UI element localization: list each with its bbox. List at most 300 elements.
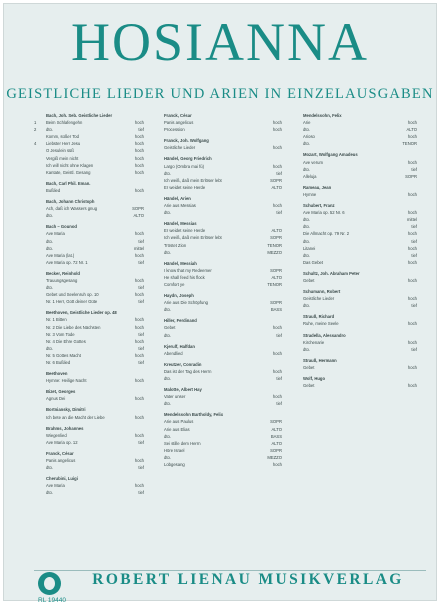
entry-voice: [280, 112, 282, 119]
entry-title: Bach, Johann Christoph: [46, 199, 95, 205]
catalog-composer: [34, 406, 144, 413]
entry-voice: hoch: [272, 203, 282, 209]
entry-voice: ALTO: [271, 228, 282, 234]
catalog-entry: [291, 119, 417, 126]
entry-title: Ich bete an die Macht der Liebe: [46, 414, 105, 420]
catalog-entry: [152, 267, 282, 274]
entry-number: [291, 346, 303, 353]
entry-title: Ave Maria: [46, 483, 65, 489]
entry-number: [291, 375, 303, 382]
entry-voice: hoch: [407, 339, 417, 345]
entry-voice: [415, 288, 417, 295]
entry-voice: hoch: [407, 364, 417, 370]
catalog-entry: [291, 259, 417, 266]
entry-title: dto.: [46, 490, 53, 496]
entry-voice: tief: [138, 465, 144, 471]
entry-title: Arioso: [303, 134, 315, 140]
entry-voice: hoch: [134, 120, 144, 126]
catalog-entry: [291, 339, 417, 346]
entry-title: Cherubini, Luigi: [46, 476, 78, 482]
catalog-entry: [34, 316, 144, 323]
catalog-composer: [34, 450, 144, 457]
entry-number: [152, 220, 164, 227]
catalog-entry: [34, 291, 144, 298]
entry-voice: hoch: [134, 483, 144, 489]
catalog-entry: [291, 245, 417, 252]
entry-voice: tief: [276, 376, 282, 381]
entry-number: [291, 151, 303, 158]
catalog-composer: [152, 361, 282, 368]
entry-voice: tief: [138, 360, 144, 365]
catalog-number: RL 19440: [38, 597, 66, 604]
entry-voice: [142, 370, 144, 377]
catalog-entry: [291, 320, 417, 327]
entry-voice: BASS: [270, 433, 282, 439]
catalog-composer: [34, 198, 144, 205]
entry-voice: [415, 202, 417, 209]
entry-voice: tief: [411, 346, 417, 352]
entry-voice: [280, 155, 282, 162]
catalog-entry: [34, 126, 144, 133]
entry-voice: hoch: [407, 120, 417, 126]
entry-title: Alleluja: [303, 173, 317, 179]
entry-number: [34, 112, 46, 119]
entry-title: Wolf, Hugo: [303, 376, 326, 381]
entry-number: [34, 252, 46, 259]
entry-voice: hoch: [272, 145, 282, 151]
catalog-entry: [152, 274, 282, 281]
entry-title: Händel, Georg Friedrich: [164, 156, 212, 162]
entry-voice: BASS: [270, 307, 282, 313]
catalog-entry: [34, 464, 144, 471]
catalog-composer: [291, 112, 417, 119]
entry-title: Procession: [164, 127, 185, 133]
entry-voice: tief: [138, 127, 144, 133]
entry-title: Nr. 1 Bitten: [46, 317, 67, 323]
entry-voice: [415, 313, 417, 320]
entry-voice: hoch: [272, 163, 282, 169]
entry-voice: hoch: [134, 396, 144, 402]
entry-title: Geistliche Lieder: [303, 296, 335, 302]
catalog-composer: [152, 317, 282, 324]
entry-voice: tief: [411, 238, 417, 244]
entry-number: [152, 202, 164, 209]
catalog-entry: [291, 230, 417, 237]
entry-voice: [280, 317, 282, 324]
entry-title: Das Gebet: [303, 259, 324, 265]
entry-title: Gebet: [164, 325, 176, 331]
entry-title: Abendlied: [164, 350, 183, 356]
catalog-composer: [291, 332, 417, 339]
entry-title: Litanei: [303, 245, 316, 251]
entry-number: [34, 259, 46, 266]
entry-voice: TENOR: [267, 281, 282, 287]
entry-number: [34, 133, 46, 140]
catalog-entry: [152, 433, 282, 440]
entry-number: [34, 324, 46, 331]
entry-title: Händel, Messias: [164, 221, 197, 227]
entry-voice: [142, 309, 144, 316]
entry-number: [152, 418, 164, 425]
entry-number: [291, 216, 303, 223]
entry-voice: tief: [138, 345, 144, 351]
catalog-entry: [34, 432, 144, 439]
entry-title: dto.: [303, 252, 310, 258]
entry-title: Wiegenlied: [46, 432, 67, 438]
catalog-entry: [34, 259, 144, 266]
entry-voice: hoch: [134, 252, 144, 258]
entry-voice: MEZZO: [267, 249, 282, 255]
catalog-entry: [152, 234, 282, 241]
entry-title: Händel, Messiah: [164, 260, 197, 266]
entry-title: Ruhe, meine Seele: [303, 321, 339, 327]
entry-number: [291, 259, 303, 266]
entry-number: [291, 238, 303, 245]
entry-voice: hoch: [407, 191, 417, 197]
entry-number: [152, 393, 164, 400]
catalog-entry: [152, 368, 282, 375]
catalog-composer: [291, 288, 417, 295]
entry-title: Beim Schlafengehn: [46, 120, 83, 126]
entry-title: Die Allmacht op. 79 Nr. 2: [303, 231, 350, 237]
catalog-entry: [34, 482, 144, 489]
entry-number: [152, 195, 164, 202]
entry-title: Arie aus Paulus: [164, 419, 194, 425]
entry-number: [34, 475, 46, 482]
catalog-entry: [291, 364, 417, 371]
entry-voice: [280, 260, 282, 267]
entry-title: Bußlied: [46, 187, 61, 193]
entry-voice: tief: [411, 166, 417, 172]
entry-number: [34, 270, 46, 277]
entry-voice: hoch: [407, 231, 417, 237]
entry-number: [291, 202, 303, 209]
entry-title: dto.: [303, 238, 310, 244]
catalog-entry: [152, 202, 282, 209]
catalog-entry: [291, 277, 417, 284]
catalog-entry: [34, 140, 144, 147]
entry-title: Kantate, Geistl. Gesang: [46, 169, 91, 175]
entry-number: [291, 313, 303, 320]
entry-title: I know that my Redeemer: [164, 267, 212, 273]
entry-number: [34, 414, 46, 421]
catalog-entry: [291, 238, 417, 245]
entry-title: Franck, César: [46, 450, 74, 456]
entry-voice: hoch: [134, 162, 144, 168]
entry-number: [152, 184, 164, 191]
catalog-entry: [291, 166, 417, 173]
entry-number: [152, 386, 164, 393]
entry-title: Ich will nicht ohne Klagen: [46, 162, 94, 168]
entry-title: dto.: [46, 285, 53, 291]
entry-voice: [415, 375, 417, 382]
catalog-entry: [34, 414, 144, 421]
catalog-entry: [34, 395, 144, 402]
entry-number: [152, 137, 164, 144]
entry-number: [291, 270, 303, 277]
entry-title: Haydn, Joseph: [164, 293, 194, 299]
catalog-entry: [152, 426, 282, 433]
entry-number: [34, 425, 46, 432]
entry-number: [291, 339, 303, 346]
entry-voice: ALTO: [271, 426, 282, 432]
entry-title: dto.: [164, 376, 171, 381]
entry-voice: hoch: [407, 259, 417, 265]
entry-number: [152, 155, 164, 162]
entry-number: [34, 198, 46, 205]
catalog-composer: [152, 195, 282, 202]
catalog-entry: [34, 439, 144, 446]
entry-title: Geistliche Lieder: [164, 145, 196, 151]
entry-number: [152, 209, 164, 216]
entry-number: [152, 350, 164, 357]
catalog-composer: [34, 425, 144, 432]
entry-title: Ave Maria op. 12: [46, 439, 78, 445]
entry-title: Arie aus Die Schöpfung: [164, 300, 208, 306]
entry-number: [291, 133, 303, 140]
entry-voice: [142, 406, 144, 413]
entry-voice: [280, 292, 282, 299]
entry-number: [291, 112, 303, 119]
entry-voice: tief: [138, 285, 144, 291]
entry-title: Ach, daß ich Wassers gnug: [46, 206, 98, 212]
entry-number: [34, 291, 46, 298]
footer: [4, 541, 438, 604]
entry-voice: [142, 112, 144, 119]
catalog-entry: [152, 447, 282, 454]
entry-title: Bach – Gounod: [46, 224, 77, 230]
catalog-composer: [34, 180, 144, 187]
entry-number: [152, 274, 164, 281]
entry-title: Ich weiß, daß mein Erlöser lebt: [164, 177, 222, 183]
entry-voice: ALTO: [271, 274, 282, 280]
entry-number: [152, 426, 164, 433]
catalog-composer: [152, 220, 282, 227]
entry-title: dto.: [164, 210, 171, 216]
entry-title: dto.: [164, 170, 171, 176]
entry-number: [152, 170, 164, 177]
entry-title: Höre Israel: [164, 447, 185, 453]
entry-number: [152, 292, 164, 299]
entry-number: [152, 144, 164, 151]
entry-title: Liebster Herr Jesu: [46, 141, 81, 147]
entry-voice: [415, 184, 417, 191]
publisher-name: ROBERT LIENAU MUSIKVERLAG: [92, 571, 404, 588]
entry-voice: hoch: [134, 155, 144, 161]
entry-voice: hoch: [407, 277, 417, 283]
entry-number: [152, 242, 164, 249]
entry-title: Panis angelicus: [46, 458, 76, 464]
entry-number: [291, 126, 303, 133]
catalog-entry: [34, 298, 144, 305]
entry-title: dto.: [164, 401, 171, 407]
entry-voice: [280, 361, 282, 368]
entry-number: [34, 338, 46, 345]
entry-title: Strauß, Richard: [303, 314, 335, 320]
entry-title: Vater unser: [164, 394, 186, 400]
cover-title: HOSIANNA: [71, 12, 369, 72]
catalog-entry: [152, 126, 282, 133]
entry-number: [291, 320, 303, 327]
entry-title: dto.: [164, 307, 171, 313]
catalog-column-1: [34, 112, 144, 497]
entry-voice: [280, 386, 282, 393]
catalog-entry: [34, 277, 144, 284]
catalog-composer: [291, 375, 417, 382]
entry-number: [291, 288, 303, 295]
catalog-entry: [291, 252, 417, 259]
catalog-entry: [152, 119, 282, 126]
entry-title: Händel, Arien: [164, 195, 191, 201]
catalog-composer: [152, 386, 282, 393]
entry-voice: [415, 112, 417, 119]
entry-number: [34, 169, 46, 176]
entry-number: [34, 238, 46, 245]
entry-number: [152, 119, 164, 126]
catalog-entry: [291, 216, 417, 223]
entry-voice: tief: [276, 401, 282, 407]
entry-title: Schubert, Franz: [303, 203, 335, 209]
entry-title: Becker, Reinhold: [46, 270, 80, 276]
catalog-entry: [34, 352, 144, 359]
catalog-entry: [34, 155, 144, 162]
entry-title: Nr. 5 Gottes Macht: [46, 352, 81, 358]
entry-voice: SOPR: [270, 235, 282, 241]
entry-number: [291, 209, 303, 216]
entry-title: Arie aus Elias: [164, 426, 190, 432]
entry-number: [291, 184, 303, 191]
entry-voice: [142, 198, 144, 205]
catalog-entry: [291, 223, 417, 230]
catalog-entry: [34, 187, 144, 194]
catalog-entry: [291, 173, 417, 180]
catalog-entry: [152, 350, 282, 357]
entry-title: dto.: [46, 213, 53, 219]
entry-title: dto.: [303, 166, 310, 172]
entry-title: Kjerulf, Halfdan: [164, 343, 195, 349]
entry-title: Beethoven, Geistliche Lieder op. 48: [46, 310, 117, 316]
entry-voice: SOPR: [270, 419, 282, 425]
entry-number: [34, 345, 46, 352]
entry-voice: mittel: [406, 217, 417, 223]
entry-title: He shall feed his flock: [164, 274, 205, 280]
entry-title: Arie: [303, 120, 311, 126]
entry-number: [34, 331, 46, 338]
entry-number: [34, 316, 46, 323]
entry-number: [152, 299, 164, 306]
entry-number: [34, 277, 46, 284]
catalog-entry: [152, 281, 282, 288]
catalog-entry: [152, 184, 282, 191]
entry-title: Largo (Ombra mai fù): [164, 163, 205, 169]
entry-number: [34, 464, 46, 471]
catalog-entry: [152, 209, 282, 216]
entry-title: Strauß, Hermann: [303, 357, 337, 363]
catalog-entry: [152, 375, 282, 382]
entry-number: [152, 177, 164, 184]
entry-number: [34, 359, 46, 366]
catalog-entry: [34, 345, 144, 352]
catalog-entry: [34, 489, 144, 496]
entry-voice: hoch: [134, 352, 144, 358]
entry-number: [291, 119, 303, 126]
entry-number: [34, 482, 46, 489]
entry-title: dto.: [164, 249, 171, 255]
entry-title: Mendelssohn Bartholdy, Felix: [164, 412, 224, 418]
entry-title: Trauungsgesang: [46, 277, 78, 283]
entry-number: 2: [34, 127, 37, 133]
entry-voice: [415, 270, 417, 277]
catalog-entry: [152, 144, 282, 151]
catalog-entry: [152, 418, 282, 425]
entry-number: [34, 180, 46, 187]
entry-number: [152, 126, 164, 133]
entry-voice: mittel: [133, 245, 144, 251]
entry-voice: [415, 151, 417, 158]
entry-number: [152, 332, 164, 339]
entry-voice: tief: [138, 490, 144, 496]
catalog-entry: [291, 209, 417, 216]
entry-number: [152, 361, 164, 368]
entry-voice: tief: [138, 299, 144, 305]
catalog-entry: [152, 324, 282, 331]
entry-voice: hoch: [134, 148, 144, 154]
entry-voice: hoch: [134, 317, 144, 323]
catalog-composer: [34, 270, 144, 277]
entry-title: Gebet: [303, 277, 315, 283]
entry-title: Franck, Joh. Wolfgang: [164, 138, 209, 144]
entry-number: [291, 140, 303, 147]
entry-title: Lobgesang: [164, 462, 185, 468]
catalog-entry: [152, 400, 282, 407]
entry-voice: hoch: [272, 368, 282, 374]
entry-voice: tief: [276, 332, 282, 338]
entry-voice: [280, 195, 282, 202]
entry-number: [34, 432, 46, 439]
entry-number: [34, 309, 46, 316]
entry-title: dto.: [46, 245, 53, 251]
entry-number: [152, 317, 164, 324]
entry-voice: [142, 475, 144, 482]
entry-number: [34, 223, 46, 230]
catalog-entry: [152, 332, 282, 339]
entry-voice: SOPR: [270, 300, 282, 306]
entry-voice: hoch: [134, 432, 144, 438]
entry-voice: ALTO: [133, 213, 144, 219]
entry-title: Schumann, Robert: [303, 289, 341, 295]
entry-voice: hoch: [134, 169, 144, 175]
catalog-entry: [34, 230, 144, 237]
entry-title: Kirchenarie: [303, 339, 325, 345]
entry-title: Gebet und Seelenruh op. 10: [46, 292, 99, 298]
catalog-entry: [34, 457, 144, 464]
entry-number: [34, 245, 46, 252]
entry-title: dto.: [46, 238, 53, 244]
entry-voice: hoch: [407, 383, 417, 389]
catalog-composer: [152, 112, 282, 119]
entry-voice: hoch: [407, 210, 417, 216]
entry-voice: [280, 411, 282, 418]
entry-title: Comfort ye: [164, 281, 185, 287]
entry-voice: TENOR: [402, 141, 417, 147]
entry-number: [291, 230, 303, 237]
entry-number: [34, 230, 46, 237]
entry-title: dto.: [303, 217, 310, 223]
entry-title: Sei stille dem Herrn: [164, 440, 201, 446]
catalog-entry: [291, 140, 417, 147]
entry-title: dto.: [164, 433, 171, 439]
entry-number: [291, 364, 303, 371]
